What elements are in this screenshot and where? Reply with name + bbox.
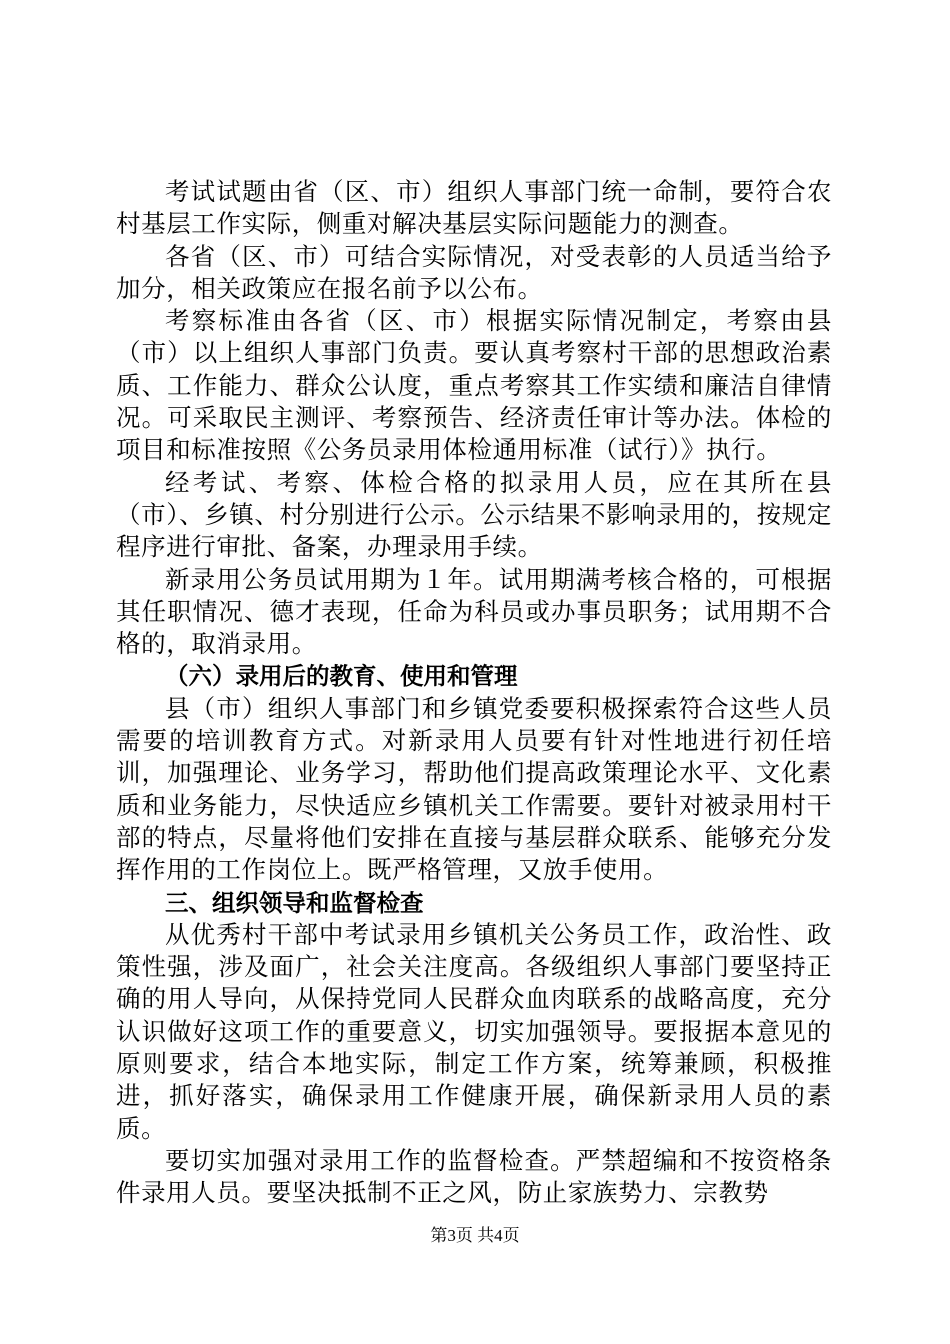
section-heading-three: 三、组织领导和监督检查 bbox=[165, 888, 424, 917]
paragraph-probation: 新录用公务员试用期为１年。试用期满考核合格的，可根据其任职情况、德才表现，任命为科员或办事员职务；试用期不合格的，取消录用。 bbox=[116, 564, 832, 659]
page-footer: 第3页 共4页 bbox=[430, 1226, 520, 1245]
paragraph-supervision: 要切实加强对录用工作的监督检查。严禁超编和不按资格条件录用人员。要坚决抵制不正之风，防止家族势力、宗教势 bbox=[116, 1145, 832, 1208]
paragraph-publicity: 经考试、考察、体检合格的拟录用人员，应在其所在县（市）、乡镇、村分别进行公示。公示结果不影响录用的，按规定程序进行审批、备案，办理录用手续。 bbox=[116, 467, 832, 562]
document-body bbox=[116, 176, 832, 1210]
paragraph-training: 县（市）组织人事部门和乡镇党委要积极探索符合这些人员需要的培训教育方式。对新录用人员要有针对性地进行初任培训，加强理论、业务学习，帮助他们提高政策理论水平、文化素质和业务能力，尽快适应乡镇机关工作需要。要针对被录用村干部的特点，尽量将他们安排在直接与基层群众联系、能够充分发挥作用的工作岗位上。既严格管理，又放手使用。 bbox=[116, 693, 832, 885]
paragraph-exam-questions: 考试试题由省（区、市）组织人事部门统一命制，要符合农村基层工作实际，侧重对解决基层实际问题能力的测查。 bbox=[116, 177, 832, 239]
paragraph-leadership: 从优秀村干部中考试录用乡镇机关公务员工作，政治性、政策性强，涉及面广，社会关注度高。各级组织人事部门要坚持正确的用人导向，从保持党同人民群众血肉联系的战略高度，充分认识做好这项工作的重要意义，切实加强领导。要报据本意见的原则要求，结合本地实际，制定工作方案，统筹兼顾，积极推进，抓好落实，确保录用工作健康开展，确保新录用人员的素质。 bbox=[116, 919, 832, 1143]
paragraph-inspection-standard: 考察标准由各省（区、市）根据实际情况制定，考察由县（市）以上组织人事部门负责。要认真考察村干部的思想政治素质、工作能力、群众公认度，重点考察其工作实绩和廉洁自律情况。可采取民主测评、考察预告、经济责任审计等办法。体检的项目和标准按照《公务员录用体检通用标准（试行）》执行。 bbox=[116, 306, 832, 465]
paragraph-bonus-points: 各省（区、市）可结合实际情况，对受表彰的人员适当给予加分，相关政策应在报名前予以公布。 bbox=[116, 241, 832, 303]
section-heading-six: （六）录用后的教育、使用和管理 bbox=[165, 662, 518, 691]
